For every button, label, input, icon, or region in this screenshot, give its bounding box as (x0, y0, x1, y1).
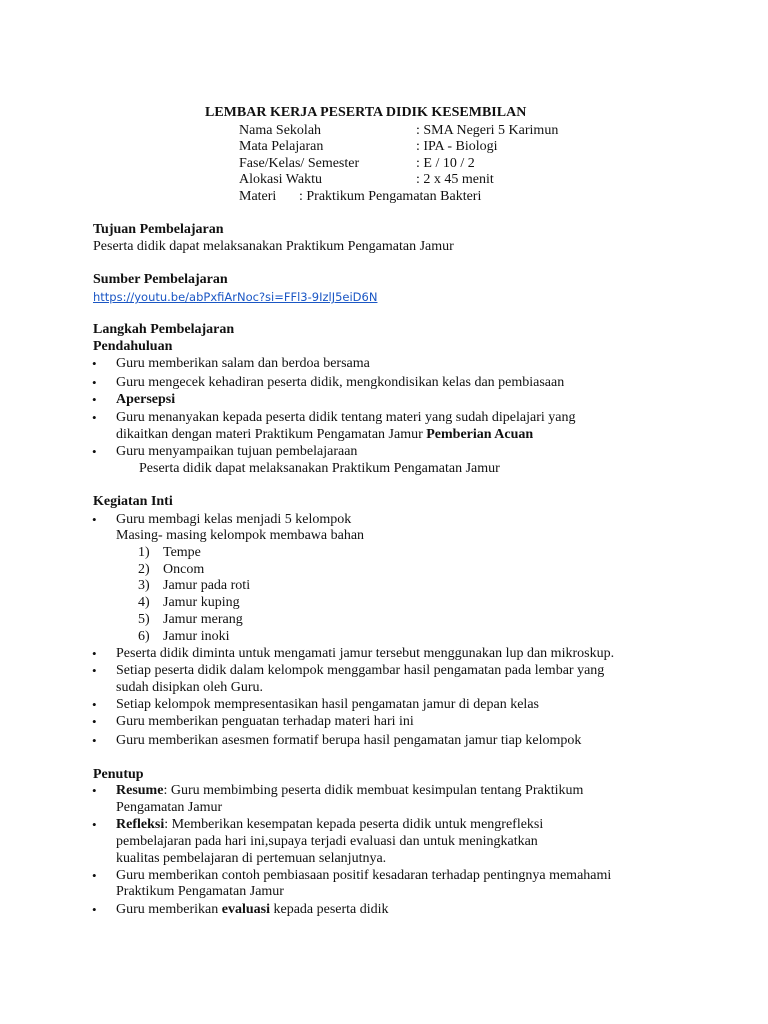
resume-label: Resume (116, 783, 164, 798)
pemberian-acuan-label: Pemberian Acuan (426, 427, 534, 442)
bullet-icon: • (92, 714, 97, 729)
numbered-item: Oncom (163, 562, 205, 577)
bullet-icon: • (92, 663, 97, 678)
info-value-phase: : E / 10 / 2 (416, 156, 475, 171)
inti-item-5: Guru memberikan penguatan terhadap materi hari ini (116, 714, 414, 729)
numbered-item: Jamur kuping (163, 595, 240, 610)
tujuan-text: Peserta didik dapat melaksanakan Praktikum Pengamatan Jamur (93, 239, 454, 254)
resume-text: : Guru membimbing peserta didik membuat kesimpulan tentang Praktikum (163, 783, 584, 798)
numbered-item: Jamur inoki (163, 629, 230, 644)
pendahuluan-item-5-sub: Peserta didik dapat melaksanakan Praktikum Pengamatan Jamur (139, 461, 500, 476)
info-label-phase: Fase/Kelas/ Semester (239, 156, 360, 171)
inti-item-4: Setiap kelompok mempresentasikan hasil pengamatan jamur di depan kelas (116, 697, 539, 712)
numbered-marker: 5) (138, 612, 150, 627)
info-value-school: : SMA Negeri 5 Karimun (416, 123, 559, 138)
pendahuluan-item-5: Guru menyampaikan tujuan pembelajaraan (116, 444, 358, 459)
info-value-subject: : IPA - Biologi (416, 139, 498, 154)
info-value-time: : 2 x 45 menit (416, 172, 494, 187)
penutup-item-3-line2: Praktikum Pengamatan Jamur (116, 884, 284, 899)
tujuan-heading: Tujuan Pembelajaran (93, 222, 224, 237)
bullet-icon: • (92, 783, 97, 798)
penutup-item-2-line3: kualitas pembelajaran di pertemuan selanjutnya. (116, 851, 387, 866)
pendahuluan-item-4-line1: Guru menanyakan kepada peserta didik tentang materi yang sudah dipelajari yang (116, 410, 576, 425)
numbered-item: Jamur merang (163, 612, 243, 627)
penutup-item-3-line1: Guru memberikan contoh pembiasaan positif kesadaran terhadap pentingnya memahami (116, 868, 612, 883)
evaluasi-post: kepada peserta didik (269, 902, 389, 917)
bullet-icon: • (92, 733, 97, 748)
sumber-heading: Sumber Pembelajaran (93, 272, 228, 287)
inti-item-2: Peserta didik diminta untuk mengamati jamur tersebut menggunakan lup dan mikroskup. (116, 646, 615, 661)
info-label-materi: Materi (239, 189, 277, 204)
inti-item-3-line1: Setiap peserta didik dalam kelompok menggambar hasil pengamatan pada lembar yang (116, 663, 605, 678)
info-label-subject: Mata Pelajaran (239, 139, 324, 154)
inti-heading: Kegiatan Inti (93, 494, 173, 509)
evaluasi-pre: Guru memberikan (116, 902, 222, 917)
bullet-icon: • (92, 444, 97, 459)
inti-item-1: Guru membagi kelas menjadi 5 kelompok (116, 512, 352, 527)
info-label-time: Alokasi Waktu (239, 172, 322, 187)
penutup-item-1-line2: Pengamatan Jamur (116, 800, 223, 815)
info-value-materi: : Praktikum Pengamatan Bakteri (299, 189, 482, 204)
pendahuluan-item-4-line2 (116, 426, 533, 443)
inti-item-1-sub: Masing- masing kelompok membawa bahan (116, 528, 365, 543)
numbered-marker: 4) (138, 595, 150, 610)
pendahuluan-item-1: Guru memberikan salam dan berdoa bersama (116, 356, 370, 371)
numbered-marker: 2) (138, 562, 150, 577)
numbered-marker: 1) (138, 545, 150, 560)
bullet-icon: • (92, 902, 97, 917)
penutup-heading: Penutup (93, 767, 144, 782)
penutup-item-4 (116, 901, 389, 918)
numbered-item: Tempe (163, 545, 201, 560)
pendahuluan-item-3: Apersepsi (116, 392, 176, 407)
penutup-item-2-line2: pembelajaran pada hari ini,supaya terjadi evaluasi dan untuk meningkatkan (116, 834, 538, 849)
numbered-marker: 3) (138, 578, 150, 593)
numbered-marker: 6) (138, 629, 150, 644)
bullet-icon: • (92, 512, 97, 527)
pendahuluan-item-4-text: dikaitkan dengan materi Praktikum Pengamatan Jamur (116, 427, 427, 442)
langkah-heading: Langkah Pembelajaran (93, 322, 235, 337)
sumber-link[interactable]: https://youtu.be/abPxfiArNoc?si=FFl3-9IzlJ5eiD6N (93, 290, 378, 304)
pendahuluan-heading: Pendahuluan (93, 339, 173, 354)
inti-item-6: Guru memberikan asesmen formatif berupa hasil pengamatan jamur tiap kelompok (116, 733, 582, 748)
penutup-item-2-line1 (116, 816, 543, 833)
bullet-icon: • (92, 817, 97, 832)
bullet-icon: • (92, 392, 97, 407)
penutup-item-1-line1 (116, 782, 583, 799)
inti-item-3-line2: sudah disipkan oleh Guru. (116, 680, 263, 695)
bullet-icon: • (92, 868, 97, 883)
bullet-icon: • (92, 410, 97, 425)
numbered-item: Jamur pada roti (163, 578, 251, 593)
pendahuluan-item-2: Guru mengecek kehadiran peserta didik, mengkondisikan kelas dan pembiasaan (116, 375, 565, 390)
bullet-icon: • (92, 646, 97, 661)
refleksi-label: Refleksi (116, 817, 165, 832)
evaluasi-label: evaluasi (221, 902, 270, 917)
bullet-icon: • (92, 697, 97, 712)
bullet-icon: • (92, 356, 97, 371)
bullet-icon: • (92, 375, 97, 390)
document-title: LEMBAR KERJA PESERTA DIDIK KESEMBILAN (205, 105, 527, 120)
refleksi-text: : Memberikan kesempatan kepada peserta didik untuk mengrefleksi (164, 817, 544, 832)
info-label-school: Nama Sekolah (239, 123, 322, 138)
